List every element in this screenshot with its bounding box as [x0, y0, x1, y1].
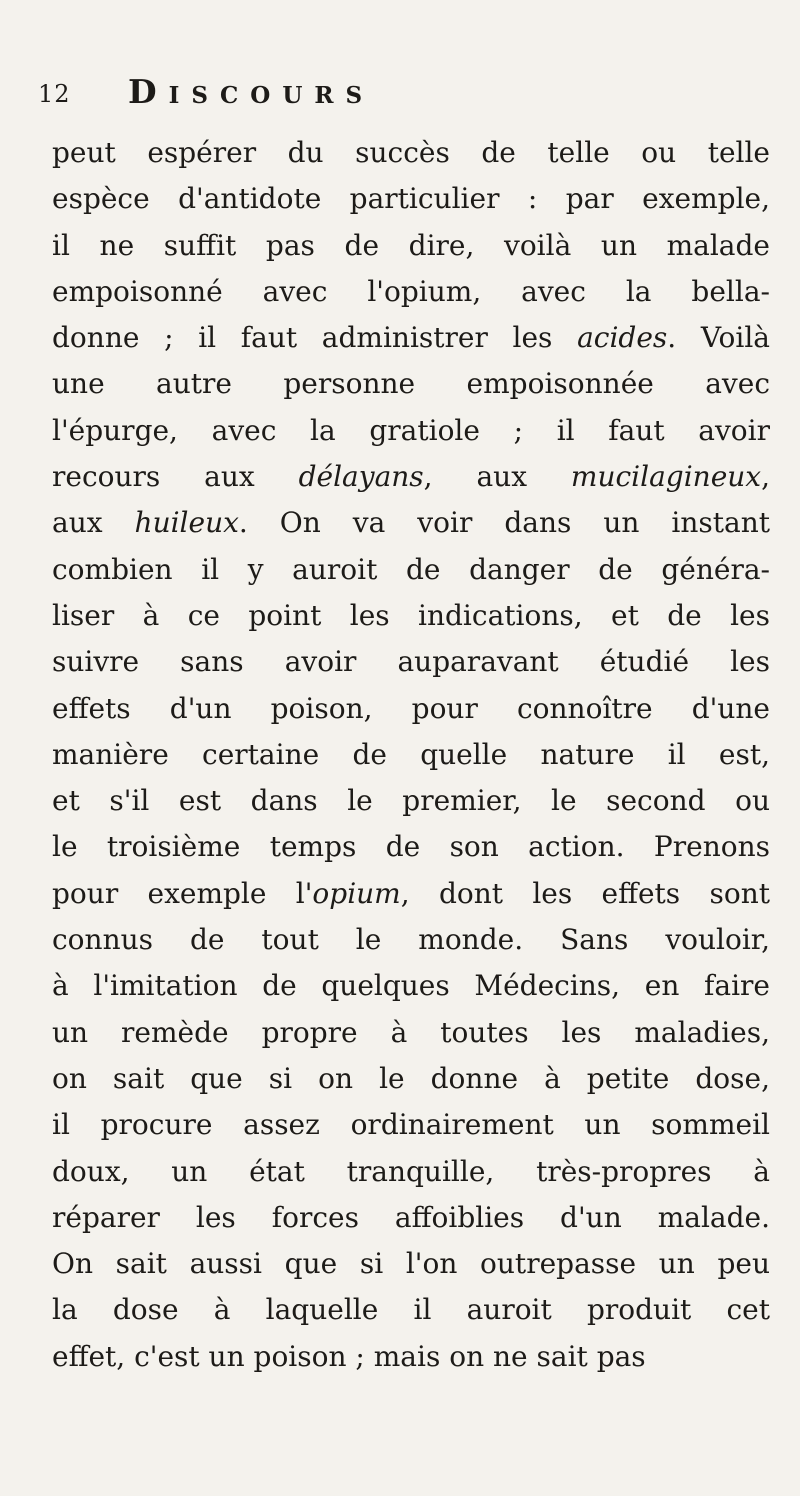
- text-segment: suivre sans avoir auparavant étudié les: [52, 645, 770, 679]
- text-line: [52, 269, 770, 315]
- text-segment: combien il y auroit de danger de généra-: [52, 552, 770, 586]
- text-line: [52, 1102, 770, 1148]
- text-line: [52, 1010, 770, 1056]
- text-segment: . On va voir dans un instant: [238, 506, 770, 540]
- text-line: [52, 361, 770, 407]
- text-segment: On sait aussi que si l'on outrepasse un peu: [52, 1247, 770, 1281]
- page-number: 12: [38, 80, 71, 108]
- text-line: [52, 223, 770, 269]
- text-line: [52, 639, 770, 685]
- text-segment: manière certaine de quelle nature il est,: [52, 737, 770, 771]
- text-line: [52, 824, 770, 870]
- text-segment: l'épurge, avec la gratiole ; il faut avoir: [52, 413, 770, 447]
- text-line: [52, 1056, 770, 1102]
- text-segment: , dont les effets sont: [400, 876, 770, 910]
- text-segment: la dose à laquelle il auroit produit cet: [52, 1293, 770, 1327]
- text-segment: doux, un état tranquille, très-propres à: [52, 1154, 770, 1188]
- running-head: Discours: [128, 72, 375, 111]
- italic-term: acides: [577, 321, 668, 355]
- italic-term: huileux: [134, 506, 239, 540]
- text-segment: un remède propre à toutes les maladies,: [52, 1015, 770, 1049]
- text-line: [52, 593, 770, 639]
- text-line: [52, 871, 770, 917]
- text-line: [52, 500, 770, 546]
- text-segment: à l'imitation de quelques Médecins, en faire: [52, 969, 770, 1003]
- text-line: [52, 547, 770, 593]
- text-segment: peut espérer du succès de telle ou telle: [52, 136, 770, 169]
- text-segment: recours aux: [52, 460, 299, 494]
- text-segment: espèce d'antidote particulier : par exemple,: [52, 182, 770, 216]
- italic-term: mucilagineux: [570, 460, 762, 494]
- text-segment: . Voilà: [667, 321, 770, 355]
- text-line: [52, 408, 770, 454]
- italic-term: opium: [312, 876, 401, 910]
- text-segment: il ne suffit pas de dire, voilà un malade: [52, 228, 770, 262]
- text-segment: , aux: [423, 460, 571, 494]
- text-line: [52, 454, 770, 500]
- text-segment: donne ; il faut administrer les: [52, 321, 578, 355]
- text-line: [52, 1334, 770, 1380]
- text-segment: on sait que si on le donne à petite dose,: [52, 1061, 770, 1095]
- page-header: [38, 72, 758, 112]
- text-segment: liser à ce point les indications, et de les: [52, 598, 770, 632]
- text-line: [52, 1195, 770, 1241]
- text-segment: connus de tout le monde. Sans vouloir,: [52, 923, 770, 957]
- text-segment: aux: [52, 506, 135, 540]
- italic-term: délayans: [298, 460, 424, 494]
- text-line: [52, 1287, 770, 1333]
- text-segment: effet, c'est un poison ; mais on ne sait pas: [52, 1339, 646, 1373]
- text-segment: le troisième temps de son action. Prenons: [52, 830, 770, 864]
- text-line: [52, 315, 770, 361]
- text-segment: pour exemple l': [52, 876, 313, 910]
- text-line: [52, 778, 770, 824]
- text-line: [52, 1241, 770, 1287]
- text-line: [52, 732, 770, 778]
- text-segment: réparer les forces affoiblies d'un malade.: [52, 1200, 770, 1234]
- text-line: [52, 176, 770, 222]
- text-line: [52, 917, 770, 963]
- text-segment: et s'il est dans le premier, le second ou: [52, 784, 770, 818]
- text-segment: ,: [761, 460, 770, 494]
- text-line: [52, 686, 770, 732]
- text-segment: empoisonné avec l'opium, avec la bella-: [52, 274, 770, 308]
- text-line: [52, 130, 770, 176]
- text-segment: il procure assez ordinairement un sommeil: [52, 1108, 770, 1142]
- text-line: [52, 1149, 770, 1195]
- text-segment: une autre personne empoisonnée avec: [52, 367, 770, 401]
- body-text: [52, 130, 770, 1380]
- text-segment: effets d'un poison, pour connoître d'une: [52, 691, 770, 725]
- text-line: [52, 963, 770, 1009]
